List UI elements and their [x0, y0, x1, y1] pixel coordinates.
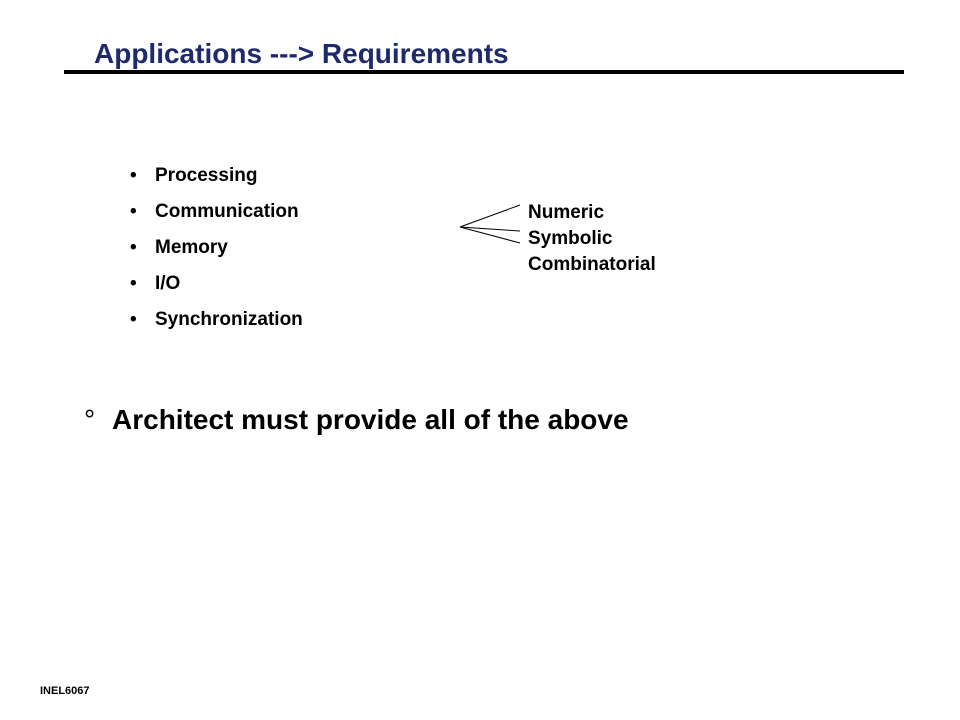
branch-lines [455, 195, 535, 250]
bullet-icon: • [130, 237, 137, 258]
footer-course-code: INEL6067 [40, 685, 90, 697]
list-item-label: Processing [155, 165, 258, 186]
list-item-label: I/O [155, 273, 181, 294]
list-item [130, 236, 303, 272]
list-item-label: Communication [155, 201, 299, 222]
list-item [130, 200, 303, 236]
key-statement-text: Architect must provide all of the above [112, 404, 629, 435]
list-item [130, 164, 303, 200]
list-item [130, 272, 303, 308]
title-underline [64, 70, 904, 74]
bullet-icon: • [130, 201, 137, 222]
branch-line-upper [460, 205, 520, 227]
bullet-icon: • [130, 165, 137, 186]
bullet-icon: • [130, 273, 137, 294]
processing-types-list [528, 200, 656, 278]
list-item: Combinatorial [528, 254, 656, 275]
list-item-label: Memory [155, 237, 228, 258]
degree-bullet-icon: ° [84, 404, 96, 435]
requirements-list [130, 164, 303, 344]
slide-title: Applications ---> Requirements [94, 38, 509, 69]
list-item-label: Synchronization [155, 309, 303, 330]
list-item [130, 308, 303, 344]
list-item: Symbolic [528, 228, 613, 249]
list-item: Numeric [528, 202, 605, 223]
key-statement [84, 404, 629, 436]
bullet-icon: • [130, 309, 137, 330]
